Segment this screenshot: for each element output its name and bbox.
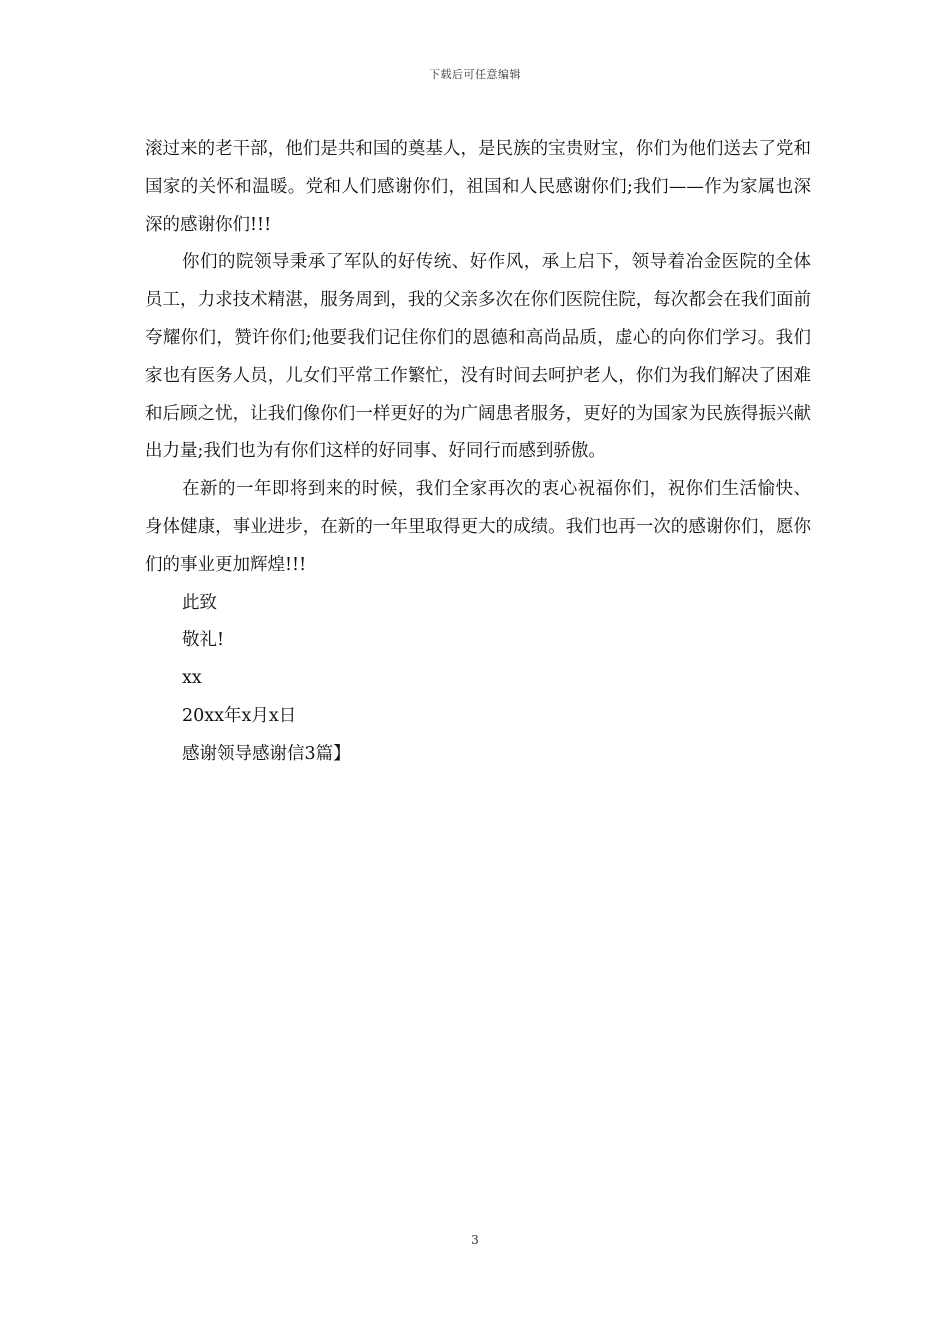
closing-regards: 敬礼! <box>182 630 225 651</box>
closing-salutation: 此致 <box>182 592 217 613</box>
paragraph-hospital-leadership: 你们的院领导秉承了军队的好传统、好作风，承上启下，领导着冶金医院的全体员工，力求技术精湛，服务周到，我的父亲多次在你们医院住院，每次都会在我们面前夸耀你们，赞许你们;他要我们记住你们的恩德和高尚品质，虚心的向你们学习。我们家也有医务人员，儿女们平常工作繁忙，没有时间去呵护老人，你们为我们解决了困难和后顾之忧，让我们像你们一样更好的为广阔患者服务，更好的为国家为民族得振兴献出力量;我们也为有你们这样的好同事、好同行而感到骄傲。 <box>145 252 811 462</box>
paragraph-new-year-wishes: 在新的一年即将到来的时候，我们全家再次的衷心祝福你们，祝你们生活愉快、身体健康，事业进步，在新的一年里取得更大的成绩。我们也再一次的感谢你们，愿你们的事业更加辉煌!!! <box>145 479 811 575</box>
paragraph-continuation: 滚过来的老干部，他们是共和国的奠基人，是民族的宝贵财宝，你们为他们送去了党和国家的关怀和温暖。党和人们感谢你们，祖国和人民感谢你们;我们——作为家属也深深的感谢你们!!! <box>145 139 811 235</box>
page-header-note: 下载后可任意编辑 <box>429 68 521 81</box>
letter-body <box>145 131 811 774</box>
next-section-title: 感谢领导感谢信3篇】 <box>182 743 351 764</box>
letter-date: 20xx年x月x日 <box>182 705 297 726</box>
signature: xx <box>182 668 202 689</box>
page-number: 3 <box>471 1233 479 1247</box>
